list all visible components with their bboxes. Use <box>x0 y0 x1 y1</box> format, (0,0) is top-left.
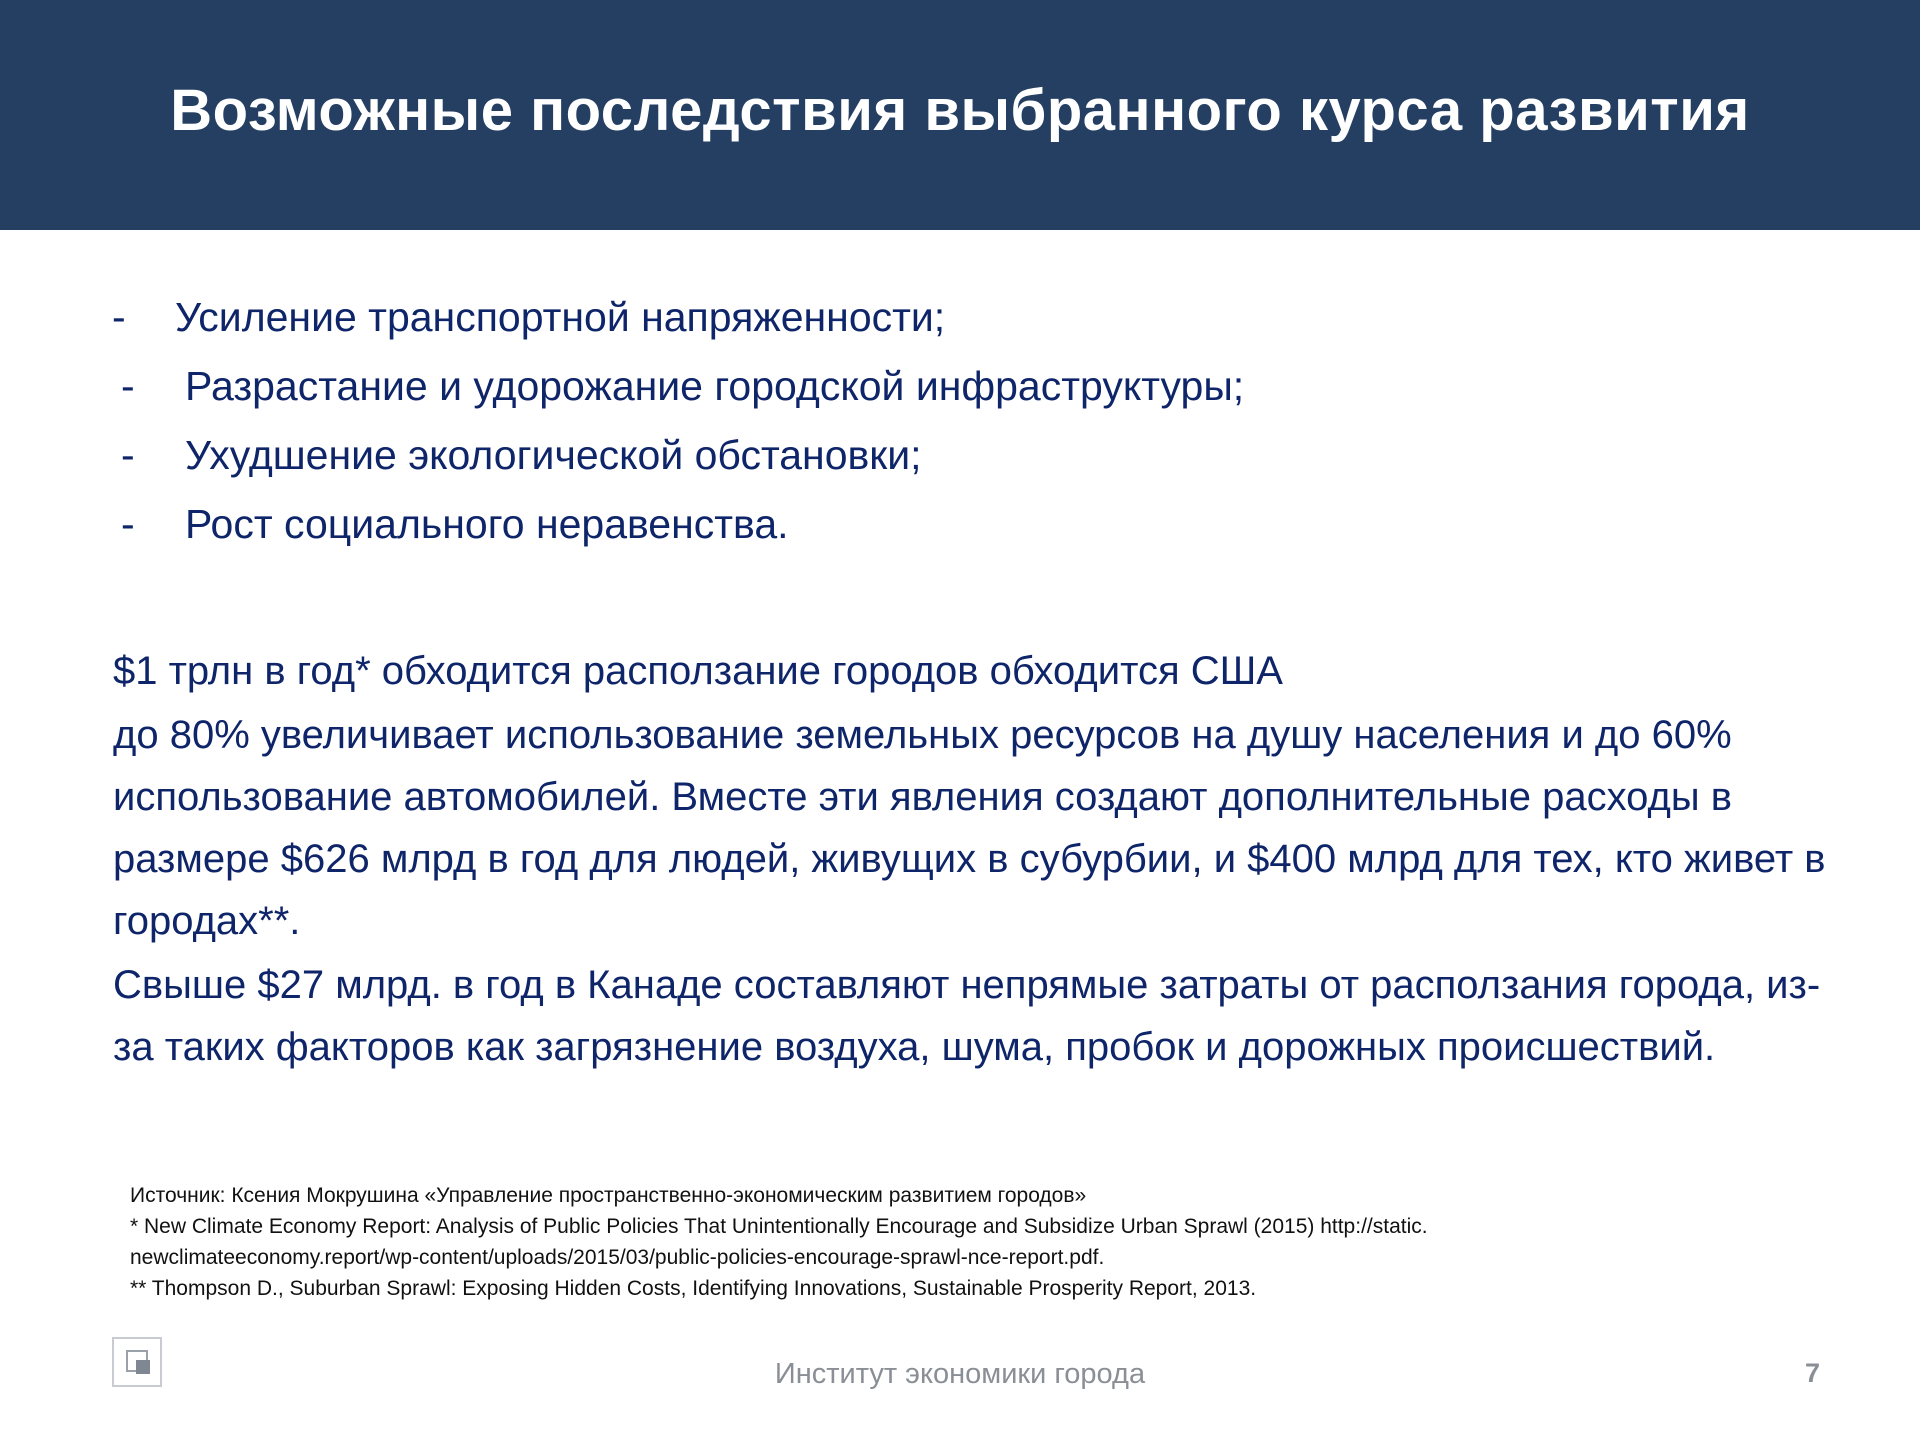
list-item <box>112 285 1812 354</box>
list-item-text: Ухудшение экологической обстановки; <box>185 432 922 478</box>
footnote-2: ** Thompson D., Suburban Sprawl: Exposing Hidden Costs, Identifying Innovations, Sustainable Prosperity Report, 2013. <box>130 1277 1257 1300</box>
bullet-dash: - <box>121 501 135 547</box>
source-main: Источник: Ксения Мокрушина «Управление пространственно-экономическим развитием городов» <box>130 1184 1087 1207</box>
bullet-dash: - <box>121 363 135 409</box>
sources-block <box>130 1180 1690 1304</box>
footnote-1: * New Climate Economy Report: Analysis of Public Policies That Unintentionally Encourage and Subsidize Urban Sprawl (2015) http://static. <box>130 1215 1428 1238</box>
fact-paragraph-land-use: до 80% увеличивает использование земельных ресурсов на душу населения и до 60% использование автомобилей. Вместе эти явления создают дополнительные расходы в размере $626 млрд в год для людей, живущих в субурбии, и $400 млрд для тех, кто живет в городах**. <box>113 713 1826 943</box>
list-item <box>112 423 1812 492</box>
facts-section <box>113 640 1833 1080</box>
footnote-1-continued: newclimateeconomy.report/wp-content/uploads/2015/03/public-policies-encourage-sprawl-nce-report.pdf. <box>130 1246 1105 1269</box>
bullet-dash: - <box>112 294 126 340</box>
page-number: 7 <box>1804 1358 1820 1388</box>
footer-organization: Институт экономики города <box>774 1358 1146 1390</box>
fact-paragraph-canada: Свыше $27 млрд. в год в Канаде составляют непрямые затраты от расползания города, из-за таких факторов как загрязнение воздуха, шума, пробок и дорожных происшествий. <box>113 963 1821 1069</box>
list-item-text: Разрастание и удорожание городской инфраструктуры; <box>185 363 1245 409</box>
page-title: Возможные последствия выбранного курса развития <box>170 77 1750 143</box>
list-item-text: Усиление транспортной напряженности; <box>175 294 946 340</box>
consequences-list <box>112 285 1812 561</box>
bullet-dash: - <box>121 432 135 478</box>
list-item <box>112 354 1812 423</box>
list-item-text: Рост социального неравенства. <box>185 501 789 547</box>
fact-paragraph-usa-cost: $1 трлн в год* обходится расползание городов обходится США <box>113 649 1283 693</box>
list-item <box>112 492 1812 561</box>
